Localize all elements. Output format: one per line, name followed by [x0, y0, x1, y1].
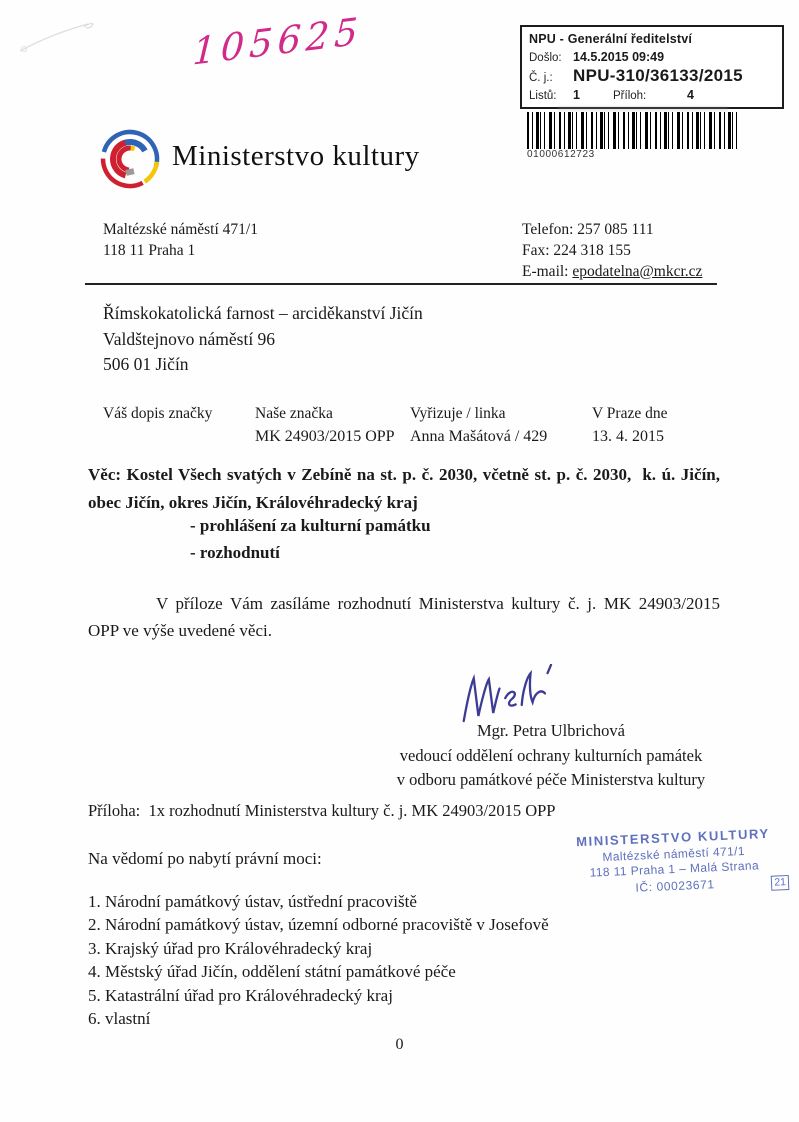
attachment-line: Příloha: 1x rozhodnutí Ministerstva kultury č. j. MK 24903/2015 OPP: [88, 801, 556, 820]
sender-address-line2: 118 11 Praha 1: [103, 242, 196, 259]
cc-item: 3. Krajský úřad pro Královéhradecký kraj: [88, 938, 373, 958]
signature-block: [395, 719, 707, 793]
pencil-scribble: [8, 5, 118, 60]
office-stamp-ic: IČ: 00023671: [635, 877, 715, 895]
scan-smear: [558, 106, 728, 111]
cc-item: 6. vlastní: [88, 1009, 151, 1029]
signatory-title-2: v odboru památkové péče Ministerstva kultury: [396, 770, 706, 789]
barcode-number: 01000612723: [527, 149, 595, 160]
office-stamp-name: MINISTERSTVO KULTURY: [575, 825, 771, 850]
npu-attachments-value: 4: [687, 88, 694, 102]
npu-sheets-value: 1: [573, 88, 580, 102]
body-paragraph: V příloze Vám zasíláme rozhodnutí Ministerstva kultury č. j. MK 24903/2015 OPP ve výše uvedené věci.: [88, 594, 720, 640]
date-label: V Praze dne: [592, 405, 668, 422]
office-stamp-badge: 21: [771, 875, 789, 891]
recipient-address: [103, 301, 423, 378]
cc-heading: Na vědomí po nabytí právní moci:: [88, 849, 322, 868]
handwritten-signature: [452, 664, 562, 726]
email-link[interactable]: epodatelna@mkcr.cz: [572, 263, 703, 280]
handwritten-registry-number: 105625: [191, 9, 364, 74]
ministry-logo-icon: [98, 127, 162, 191]
cc-item: 4. Městský úřad Jičín, oddělení státní památkové péče: [88, 962, 456, 982]
header-divider: [85, 283, 717, 285]
recipient-line2: Valdštejnovo náměstí 96: [103, 328, 276, 349]
recipient-line1: Římskokatolická farnost – arciděkanství Jičín: [103, 303, 423, 323]
npu-ref-value: NPU-310/36133/2015: [573, 66, 743, 85]
office-stamp: [551, 825, 798, 899]
our-ref-value: MK 24903/2015 OPP: [255, 428, 395, 445]
npu-stamp-title: NPU - Generální ředitelství: [529, 32, 693, 46]
cc-item: 1. Národní památkový ústav, ústřední pracoviště: [88, 892, 417, 911]
signatory-title-1: vedoucí oddělení ochrany kulturních památek: [399, 745, 703, 765]
handler-value: Anna Mašátová / 429: [410, 428, 548, 445]
recipient-line3: 506 01 Jičín: [103, 354, 189, 374]
npu-registry-stamp: [520, 25, 784, 109]
cc-item: 2. Národní památkový ústav, územní odborné pracoviště v Josefově: [88, 915, 549, 935]
our-ref-label: Naše značka: [255, 405, 333, 422]
subject-item-2: - rozhodnutí: [190, 543, 280, 562]
sender-fax: Fax: 224 318 155: [522, 242, 631, 259]
cc-list: [88, 890, 549, 1030]
signatory-name: Mgr. Petra Ulbrichová: [476, 721, 625, 740]
your-ref-label: Váš dopis značky: [103, 405, 213, 422]
sender-address-line1: Maltézské náměstí 471/1: [103, 221, 258, 238]
ministry-name: Ministerstvo kultury: [172, 140, 420, 172]
cc-item: 5. Katastrální úřad pro Královéhradecký kraj: [88, 985, 393, 1005]
handler-label: Vyřizuje / linka: [410, 405, 506, 422]
npu-attachments-label: Příloh:: [613, 90, 647, 102]
barcode: [527, 112, 741, 149]
subject-line: Věc: Kostel Všech svatých v Zebíně na st. p. č. 2030, včetně st. p. č. 2030, k. ú. Jičín, obec Jičín, okres Jičín, Královéhradecký kraj: [88, 465, 725, 512]
sender-phone: Telefon: 257 085 111: [522, 221, 654, 238]
subject-item-1: - prohlášení za kulturní památku: [190, 516, 431, 535]
sender-address: [103, 219, 258, 261]
npu-sheets-label: Listů:: [529, 90, 557, 102]
npu-received-value: 14.5.2015 09:49: [573, 50, 665, 64]
email-label: E-mail:: [522, 263, 573, 280]
npu-received-label: Došlo:: [529, 52, 562, 64]
date-value: 13. 4. 2015: [592, 428, 664, 445]
office-stamp-address2: 118 11 Praha 1 – Malá Strana: [589, 858, 760, 880]
office-stamp-address1: Maltézské náměstí 471/1: [602, 843, 746, 865]
sender-contact: [522, 219, 702, 282]
npu-ref-label: Č. j.:: [529, 72, 553, 84]
page-number: 0: [395, 1036, 404, 1053]
